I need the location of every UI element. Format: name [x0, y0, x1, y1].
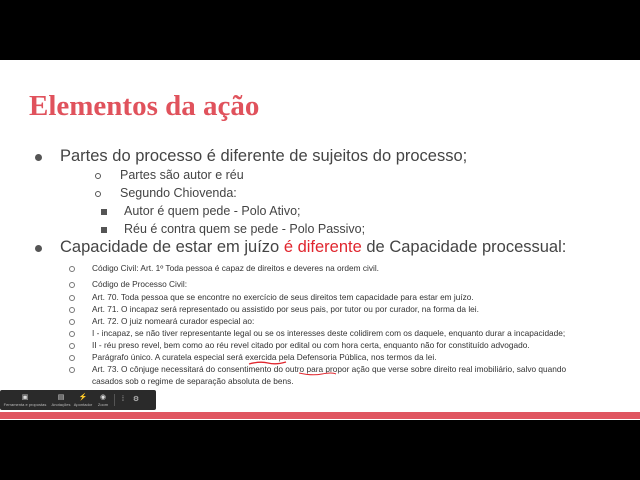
zoom-icon: ◉: [99, 393, 107, 401]
bullet-circle: [69, 331, 75, 337]
bullet-circle: [95, 191, 101, 197]
list-item: Art. 70. Toda pessoa que se encontre no exercício de seus direitos tem capacidade para estar em juízo.: [92, 292, 474, 302]
presentation-slide: [0, 60, 640, 420]
bullet-circle: [95, 173, 101, 179]
toolbar-presenter-tools[interactable]: ▣ Ferramenta e propostas: [3, 393, 47, 407]
bullet-square: [101, 227, 107, 233]
toolbar-settings[interactable]: [129, 390, 143, 410]
notes-icon: ▤: [57, 393, 65, 401]
presentation-toolbar: [0, 390, 156, 410]
slide-title: Elementos da ação: [29, 90, 260, 122]
annotation-underline: [298, 371, 338, 377]
toolbar-divider: [114, 394, 115, 406]
bullet-circle: [69, 307, 75, 313]
list-item: Art. 72. O juiz nomeará curador especial ao:: [92, 316, 255, 326]
list-item: I - incapaz, se não tiver representante legal ou se os interesses deste colidirem com os daquele, enquanto durar a incapacidade;: [92, 328, 566, 338]
list-item: Código de Processo Civil:: [92, 279, 187, 289]
bullet-dot: [35, 154, 42, 161]
list-item: Código Civil: Art. 1º Toda pessoa é capaz de direitos e deveres na ordem civil.: [92, 263, 379, 273]
list-item: Art. 73. O cônjuge necessitará do consentimento do outro para propor ação que verse sobre direito real imobiliário, salvo quando: [92, 364, 567, 374]
list-item: Réu é contra quem se pede - Polo Passivo;: [124, 222, 366, 236]
bullet-circle: [69, 355, 75, 361]
gear-icon: ⚙: [132, 396, 140, 403]
list-item: Parágrafo único. A curatela especial será exercida pela Defensoria Pública, nos termos da lei.: [92, 352, 437, 362]
footer-accent-bar: [0, 412, 640, 419]
laser-icon: ⚡: [78, 393, 88, 401]
bullet-circle: [69, 266, 75, 272]
toolbar-laser[interactable]: ⚡ Apontador: [73, 393, 93, 407]
list-item: Autor é quem pede - Polo Ativo;: [124, 204, 301, 218]
bullet-dot: [35, 245, 42, 252]
bullet-circle: [69, 343, 75, 349]
toolbar-notes[interactable]: ▤ Anotações: [51, 393, 71, 407]
list-item: Segundo Chiovenda:: [120, 186, 237, 200]
bullet-circle: [69, 295, 75, 301]
text-run: de Capacidade processual:: [361, 238, 567, 256]
bullet-circle: [69, 367, 75, 373]
list-item: [60, 238, 566, 257]
list-item: II - réu preso revel, bem como ao réu revel citado por edital ou com hora certa, enquanto não for constituído advogado.: [92, 340, 530, 350]
highlighted-text: é diferente: [283, 238, 362, 256]
list-item: Art. 71. O incapaz será representado ou assistido por seus pais, por tutor ou por curador, na forma da lei.: [92, 304, 479, 314]
bullet-circle: [69, 319, 75, 325]
presenter-icon: ▣: [21, 393, 29, 401]
drag-handle-icon: ⁞: [122, 396, 124, 403]
text-run: Capacidade de estar em juízo: [60, 238, 284, 256]
toolbar-drag-handle[interactable]: [117, 390, 129, 410]
bullet-circle: [69, 282, 75, 288]
annotation-underline: [248, 360, 288, 366]
bullet-square: [101, 209, 107, 215]
list-item: Partes do processo é diferente de sujeitos do processo;: [60, 147, 468, 165]
list-item: Partes são autor e réu: [120, 168, 244, 182]
list-item-continuation: casados sob o regime de separação absoluta de bens.: [92, 376, 294, 386]
toolbar-zoom[interactable]: ◉ Zoom: [97, 393, 109, 407]
